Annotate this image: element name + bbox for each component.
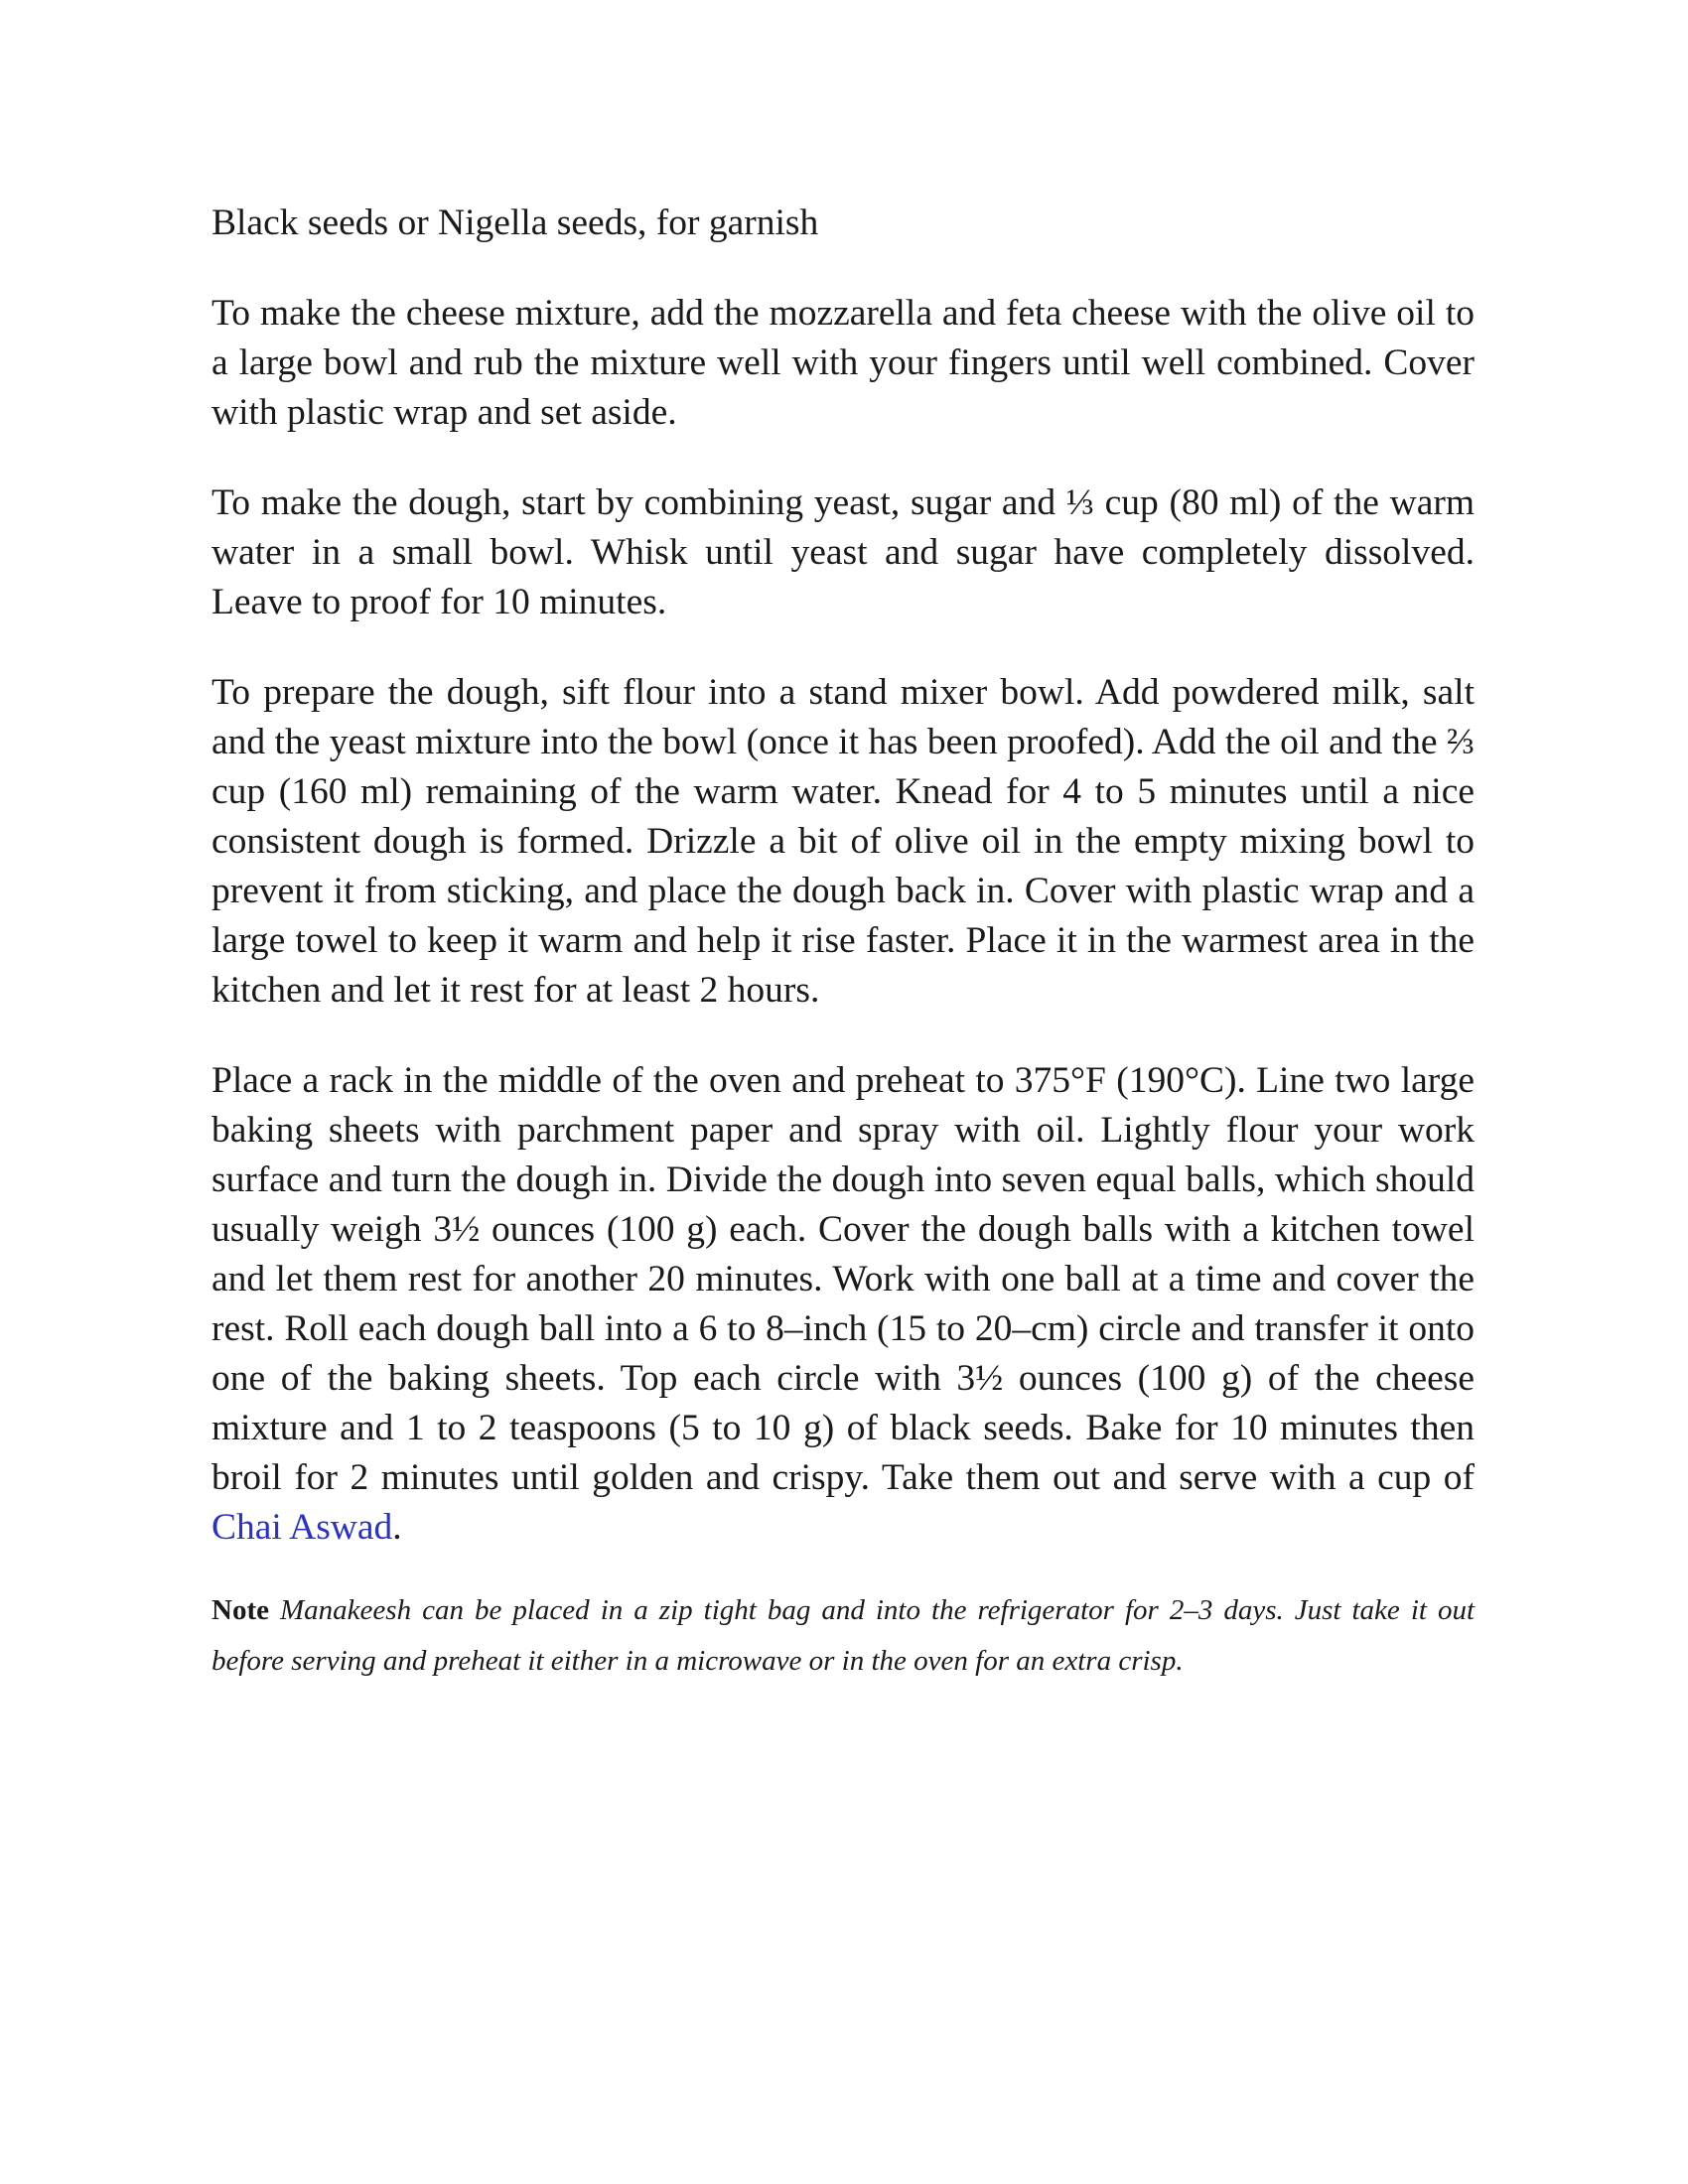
- baking-paragraph-text: Place a rack in the middle of the oven and preheat to 375°F (190°C). Line two large baking sheets with parchment paper and spray with oil. Lightly flour your work surface and turn the dough in. Divide the dough into seven equal balls, which should usually weigh 3½ ounces (100 g) each. Cover the dough balls with a kitchen towel and let them rest for another 20 minutes. Work with one ball at a time and cover the rest. Roll each dough ball into a 6 to 8–inch (15 to 20–cm) circle and transfer it onto one of the baking sheets. Top each circle with 3½ ounces (100 g) of the cheese mixture and 1 to 2 teaspoons (5 to 10 g) of black seeds. Bake for 10 minutes then broil for 2 minutes until golden and crispy. Take them out and serve with a cup of: [211, 1060, 1475, 1498]
- note-label: Note: [211, 1594, 269, 1626]
- baking-paragraph-end: .: [392, 1507, 402, 1548]
- note-text: Manakeesh can be placed in a zip tight bag and into the refrigerator for 2–3 days. Just take it out before serving and preheat it either in a microwave or in the oven for an extra crisp.: [211, 1594, 1476, 1677]
- document-page: [211, 199, 1475, 1687]
- dough-paragraph: To prepare the dough, sift flour into a stand mixer bowl. Add powdered milk, salt and the yeast mixture into the bowl (once it has been proofed). Add the oil and the ⅔ cup (160 ml) remaining of the warm water. Knead for 4 to 5 minutes until a nice consistent dough is formed. Drizzle a bit of olive oil in the empty mixing bowl to prevent it from sticking, and place the dough back in. Cover with plastic wrap and a large towel to keep it warm and help it rise faster. Place it in the warmest area in the kitchen and let it rest for at least 2 hours.: [211, 672, 1475, 1011]
- garnish-line: Black seeds or Nigella seeds, for garnish: [211, 203, 819, 243]
- note-paragraph: [211, 1585, 1475, 1687]
- cheese-mixture-paragraph: To make the cheese mixture, add the mozzarella and feta cheese with the olive oil to a large bowl and rub the mixture well with your fingers until well combined. Cover with plastic wrap and set aside.: [211, 293, 1475, 433]
- yeast-paragraph: To make the dough, start by combining yeast, sugar and ⅓ cup (80 ml) of the warm water in a small bowl. Whisk until yeast and sugar have completely dissolved. Leave to proof for 10 minutes.: [211, 482, 1475, 622]
- baking-paragraph: [211, 1056, 1475, 1553]
- chai-aswad-link[interactable]: Chai Aswad: [211, 1507, 393, 1548]
